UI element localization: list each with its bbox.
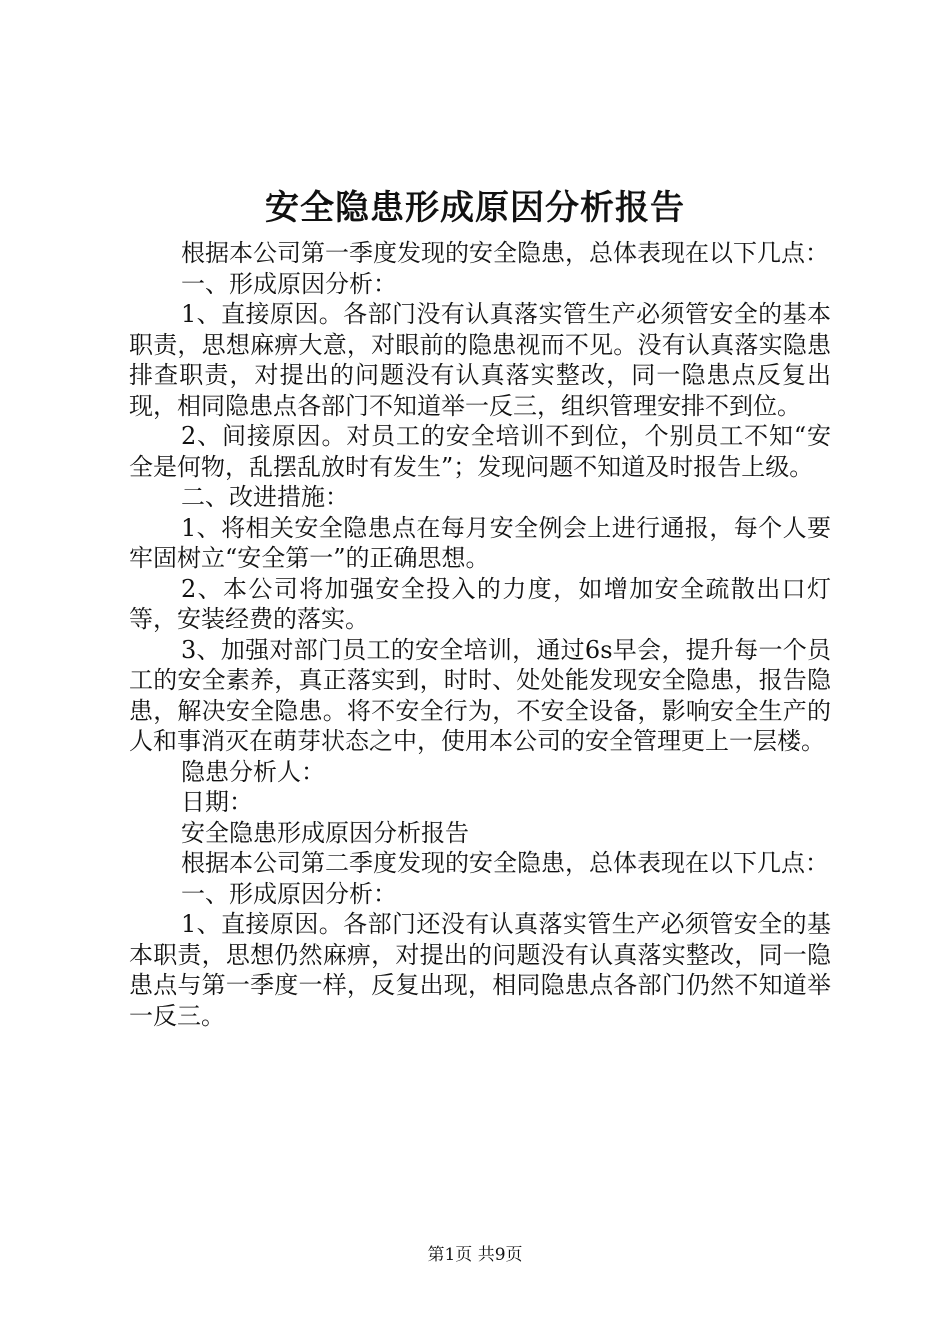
analyst-line: 隐患分析人： [181, 757, 325, 786]
document-title: 安全隐患形成原因分析报告 [265, 188, 685, 228]
heading-cause-analysis: 一、形成原因分析： [181, 269, 397, 298]
paragraph-indirect-cause: 2、间接原因。对员工的安全培训不到位，个别员工不知“安全是何物，乱摆乱放时有发生”；发现问题不知道及时报告上级。 [129, 422, 831, 481]
paragraph-direct-cause: 1、直接原因。各部门没有认真落实管生产必须管安全的基本职责，思想麻痹大意，对眼前的隐患视而不见。没有认真落实隐患排查职责，对提出的问题没有认真落实整改，同一隐患点反复出现，相同隐患点各部门不知道举一反三，组织管理安排不到位。 [129, 300, 831, 420]
paragraph-intro-q2: 根据本公司第二季度发现的安全隐患，总体表现在以下几点： [181, 849, 829, 877]
page-footer: 第1页 共9页 [427, 1245, 523, 1265]
document-body [129, 238, 831, 1031]
date-line: 日期： [181, 788, 253, 816]
paragraph-measure-2: 2、本公司将加强安全投入的力度，如增加安全疏散出口灯等，安装经费的落实。 [129, 574, 831, 633]
heading-improvement-measures: 二、改进措施： [181, 483, 349, 511]
paragraph-measure-1: 1、将相关安全隐患点在每月安全例会上进行通报，每个人要牢固树立“安全第一”的正确思想。 [129, 513, 831, 572]
paragraph-measure-3: 3、加强对部门员工的安全培训，通过6s早会，提升每一个员工的安全素养，真正落实到，时时、处处能发现安全隐患，报告隐患，解决安全隐患。将不安全行为，不安全设备，影响安全生产的人和事消灭在萌芽状态之中，使用本公司的安全管理更上一层楼。 [129, 635, 831, 755]
paragraph-intro-q1: 根据本公司第一季度发现的安全隐患，总体表现在以下几点： [181, 239, 829, 267]
section-title-repeat: 安全隐患形成原因分析报告 [181, 818, 469, 847]
paragraph-direct-cause-q2: 1、直接原因。各部门还没有认真落实管生产必须管安全的基本职责，思想仍然麻痹，对提出的问题没有认真落实整改，同一隐患点与第一季度一样，反复出现，相同隐患点各部门仍然不知道举一反三。 [129, 910, 831, 1030]
heading-cause-analysis-q2: 一、形成原因分析： [181, 879, 397, 908]
